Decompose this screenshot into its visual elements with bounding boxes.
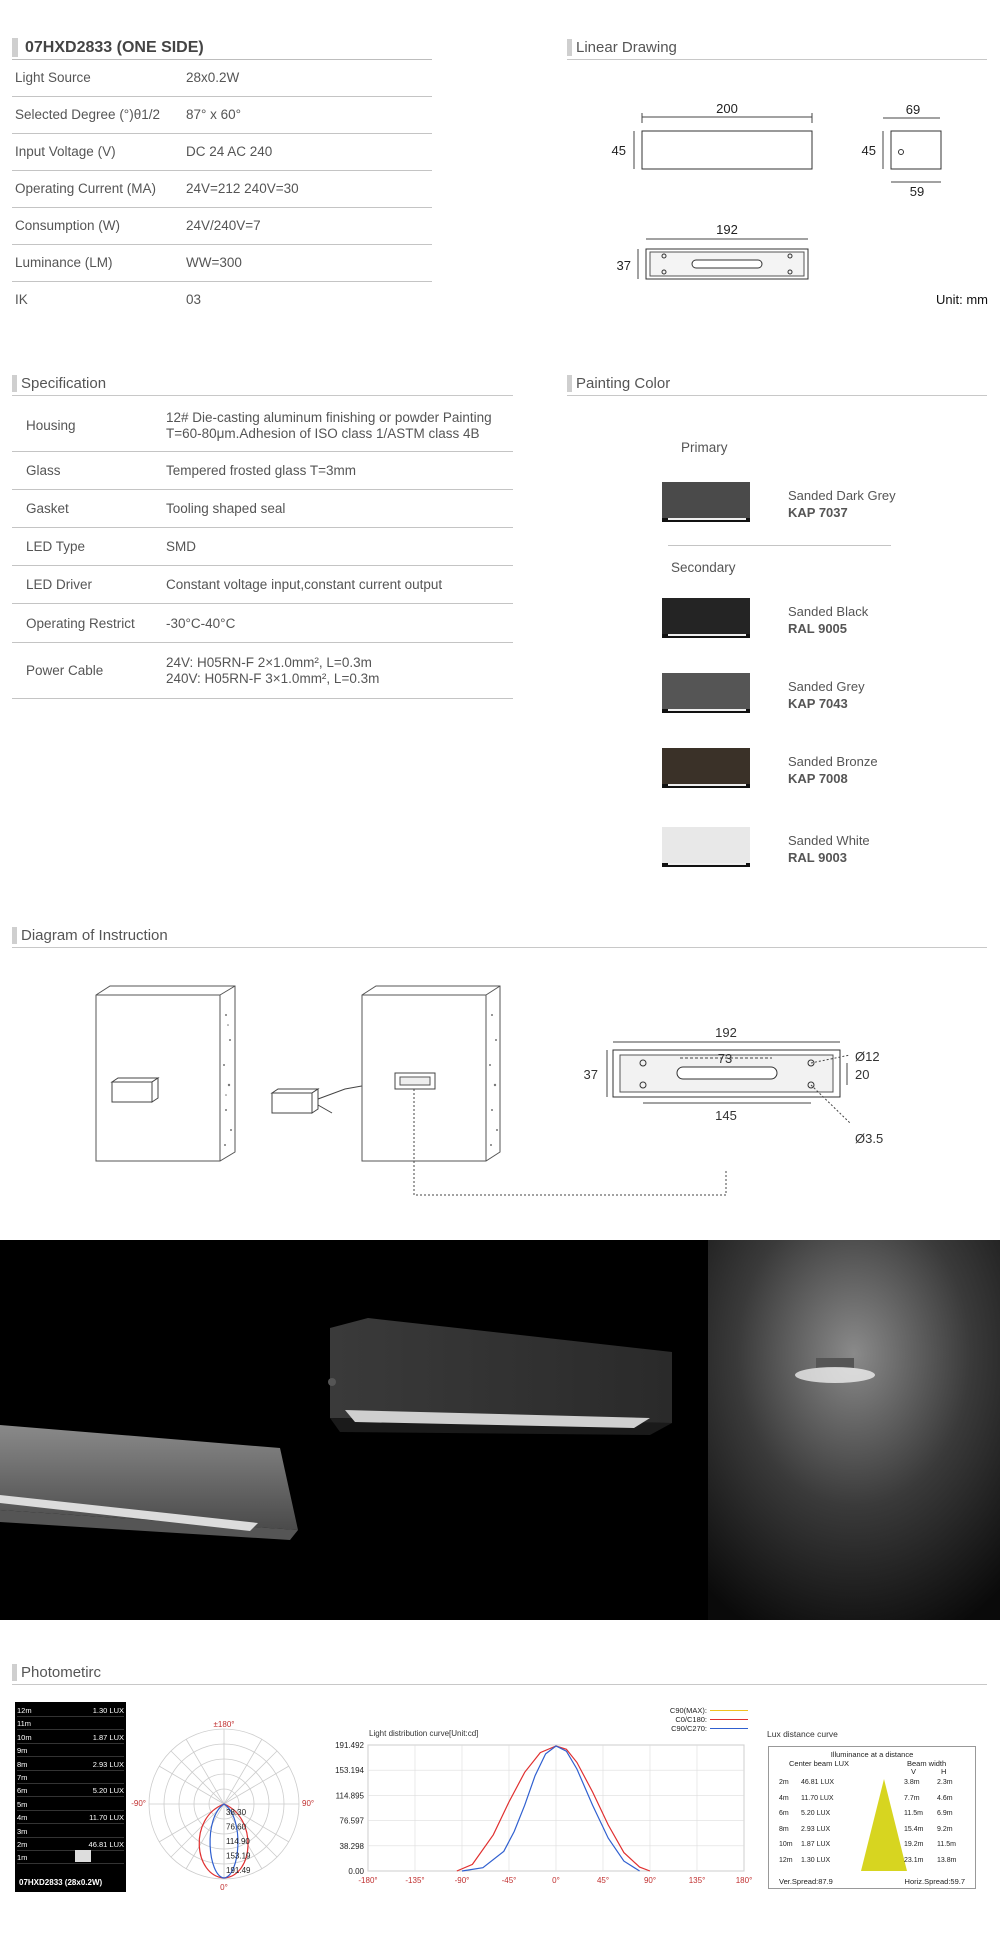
spec-value: [166, 655, 379, 687]
lux-distance: 4m: [17, 1813, 28, 1823]
polar-bottom-label: 0°: [220, 1883, 228, 1892]
lux-distance: 5m: [17, 1799, 28, 1809]
lux-distance: 1m: [17, 1853, 28, 1863]
beam-ver: Ver.Spread:87.9: [779, 1877, 833, 1886]
polar-ring-label: 114.90: [226, 1837, 250, 1846]
polar-ring-label: 76.60: [226, 1822, 247, 1832]
param-row: [12, 208, 432, 245]
swatch-code: RAL 9003: [788, 850, 848, 865]
beam-h: 13.8m: [937, 1856, 957, 1864]
beam-v: 3.8m: [904, 1779, 920, 1786]
swatch-light-strip: [668, 863, 746, 865]
swatch-label: [788, 753, 878, 787]
lux-distance: 2m: [17, 1840, 28, 1849]
swatch-fixture: [662, 827, 750, 867]
lux-distance: 8m: [17, 1759, 28, 1769]
swatch-name: Sanded White: [788, 833, 870, 848]
beam-title: Lux distance curve: [767, 1729, 838, 1739]
spec-key: Glass: [26, 463, 61, 478]
swatch-fixture: [662, 598, 750, 638]
param-value: 24V=212 240V=30: [186, 181, 299, 196]
spec-value-line1: Constant voltage input,constant current output: [166, 577, 443, 592]
spec-key: LED Driver: [26, 577, 93, 592]
beam-distance: 2m: [779, 1779, 789, 1786]
beam-h: 9.2m: [937, 1825, 953, 1833]
spec-value-line1: SMD: [166, 539, 196, 554]
lamp-glyph: [75, 1850, 91, 1862]
swatch-code: RAL 9005: [788, 621, 848, 636]
beam-distance: 6m: [779, 1810, 789, 1817]
product-title: 07HXD2833 (ONE SIDE): [25, 39, 204, 56]
lux-row: [17, 1717, 124, 1730]
legend-name: C90(MAX):: [669, 1706, 707, 1715]
beam-v: 11.5m: [904, 1810, 923, 1817]
ldc-x-tick: -135°: [405, 1876, 425, 1885]
instruction-diagram: [80, 985, 920, 1200]
spec-value-line1: Tempered frosted glass T=3mm: [166, 463, 356, 478]
ldc-chart: [335, 1736, 760, 1896]
swatch-light-strip: [668, 634, 746, 636]
swatch-light-strip: [668, 709, 746, 711]
legend-name: C90/C270:: [671, 1724, 707, 1733]
side-top-label: 69: [905, 102, 921, 117]
ldc-x-tick: -45°: [501, 1876, 517, 1885]
front-width-label: 200: [716, 101, 738, 116]
side-bottom-label: 59: [909, 184, 925, 199]
beam-v: 15.4m: [904, 1825, 924, 1833]
swatch-fixture: [662, 748, 750, 788]
polar-chart: [128, 1718, 328, 1894]
spec-value-line1: 24V: H05RN-F 2×1.0mm², L=0.3m: [166, 655, 372, 670]
spec-key: Housing: [26, 418, 76, 433]
spec-value-line1: 12# Die-casting aluminum finishing or powder Painting: [166, 410, 492, 425]
ldc-x-tick: 90°: [643, 1876, 657, 1885]
beam-hor: Horiz.Spread:59.7: [904, 1877, 965, 1886]
lux-value: 11.70 LUX: [89, 1813, 124, 1823]
param-key: Consumption (W): [15, 218, 121, 233]
swatch-name: Sanded Black: [788, 604, 869, 619]
spec-value: [166, 410, 492, 442]
ldc-y-tick: 153.194: [335, 1766, 364, 1776]
plate-height-label: 37: [583, 1067, 598, 1082]
spec-row: [12, 604, 513, 643]
beam-h: 11.5m: [937, 1841, 956, 1848]
beam-v: 7.7m: [904, 1794, 920, 1802]
polar-left-label: -90°: [131, 1799, 146, 1808]
swatch-label: [788, 678, 865, 712]
spec-key: LED Type: [26, 539, 86, 554]
beam-lux: 11.70 LUX: [801, 1794, 834, 1802]
back-height-label: 37: [616, 258, 631, 273]
swatch-label: [788, 603, 868, 637]
title-accent: [12, 38, 18, 57]
secondary-label: Secondary: [671, 560, 736, 575]
param-key: Luminance (LM): [15, 255, 113, 270]
header-accent: [567, 375, 572, 392]
primary-label: Primary: [681, 440, 728, 455]
param-value: 24V/240V=7: [186, 218, 261, 233]
beam-row: [779, 1826, 967, 1838]
beam-head2: Center beam LUX: [789, 1759, 850, 1768]
lux-distance: 9m: [17, 1746, 28, 1756]
spec-row: [12, 400, 513, 452]
lux-model-label: 07HXD2833 (28x0.2W): [19, 1878, 103, 1887]
plate-screw-label: Ø3.5: [855, 1131, 884, 1146]
beam-v: 23.1m: [904, 1856, 924, 1864]
product-photo-art: [0, 1240, 1000, 1620]
spec-value: [166, 501, 285, 517]
param-key: Light Source: [15, 70, 91, 85]
beam-h-head: H: [941, 1767, 947, 1776]
plate-width-label: 192: [715, 1025, 737, 1040]
plate-inner-label: 73: [717, 1051, 733, 1066]
swatch-light-strip: [668, 784, 746, 786]
spec-value-line1: Tooling shaped seal: [166, 501, 286, 516]
legend-swatch: [710, 1728, 748, 1729]
ldc-x-tick: 135°: [688, 1876, 706, 1885]
swatch-name: Sanded Bronze: [788, 754, 878, 769]
param-key: Selected Degree (°)θ1/2: [15, 107, 160, 122]
lux-row: [17, 1811, 124, 1824]
param-value: DC 24 AC 240: [186, 144, 273, 159]
ldc-x-tick: 45°: [596, 1876, 610, 1885]
param-value: 03: [186, 292, 202, 307]
param-row: [12, 97, 432, 134]
beam-h: 6.9m: [937, 1810, 953, 1817]
beam-head1: Illuminance at a distance: [830, 1750, 914, 1759]
swatch-code: KAP 7008: [788, 771, 848, 786]
beam-row: [779, 1857, 967, 1869]
swatch-code: KAP 7043: [788, 696, 848, 711]
instruction-header: [12, 926, 987, 948]
beam-h: 4.6m: [937, 1794, 953, 1802]
painting-header: [567, 374, 987, 396]
lux-row: [17, 1838, 124, 1851]
back-width-label: 192: [716, 222, 738, 237]
ldc-y-tick: 38.298: [339, 1841, 364, 1851]
beam-distance: 4m: [779, 1794, 789, 1802]
param-value: WW=300: [186, 255, 242, 270]
beam-distance: 12m: [779, 1856, 793, 1864]
swatch-fixture: [662, 673, 750, 713]
painting-divider: [668, 545, 891, 546]
beam-distance: 8m: [779, 1825, 789, 1833]
swatch-name: Sanded Grey: [788, 679, 865, 694]
param-row: [12, 171, 432, 208]
polar-ring-label: 38.30: [226, 1808, 247, 1817]
beam-v-head: V: [911, 1767, 917, 1776]
linear-drawing-header: [567, 38, 987, 60]
ldc-x-tick: 180°: [735, 1876, 753, 1885]
lux-row: [17, 1731, 124, 1744]
spec-key: Gasket: [26, 501, 69, 516]
lux-distance: 10m: [17, 1732, 32, 1742]
lux-row: [17, 1851, 124, 1864]
lux-row: [17, 1798, 124, 1811]
param-row: [12, 60, 432, 97]
spec-key: Operating Restrict: [26, 615, 135, 631]
spec-value: [166, 577, 442, 593]
ldc-y-tick: 114.895: [335, 1791, 364, 1801]
ldc-y-tick: 76.597: [339, 1816, 364, 1826]
spec-row: [12, 452, 513, 490]
unit-label: Unit: mm: [936, 292, 988, 307]
swatch-name: Sanded Dark Grey: [788, 488, 896, 503]
lux-row: [17, 1825, 124, 1838]
header-accent: [12, 375, 17, 392]
lux-value: 2.93 LUX: [92, 1759, 124, 1769]
header-accent: [12, 927, 17, 944]
polar-top-label: ±180°: [213, 1720, 235, 1729]
lux-row: [17, 1784, 124, 1797]
spec-value-line2: 240V: H05RN-F 3×1.0mm², L=0.3m: [166, 671, 380, 686]
spec-row: [12, 643, 513, 699]
photometric-header: [12, 1663, 987, 1685]
beam-row: [779, 1841, 967, 1853]
beam-row: [779, 1779, 967, 1791]
lux-distance: 6m: [17, 1786, 28, 1796]
spec-row: [12, 566, 513, 604]
spec-value: [166, 616, 235, 632]
instruction-title: Diagram of Instruction: [21, 927, 168, 944]
side-height-label: 45: [861, 143, 876, 158]
header-accent: [567, 39, 572, 56]
polar-ring-label: 191.49: [226, 1866, 251, 1875]
lux-row: [17, 1744, 124, 1757]
swatch-fixture: [662, 482, 750, 522]
legend-name: C0/C180:: [675, 1715, 707, 1724]
lux-distance: 7m: [17, 1773, 28, 1782]
spec-title: Specification: [21, 375, 107, 392]
lux-row: [17, 1771, 124, 1784]
spec-key: Power Cable: [26, 663, 104, 678]
swatch-label: [788, 832, 870, 866]
lux-value: 1.30 LUX: [92, 1706, 124, 1715]
plate-height2-label: 20: [855, 1067, 870, 1082]
plate-hole-label: Ø12: [855, 1049, 880, 1064]
beam-lux: 1.87 LUX: [801, 1841, 831, 1848]
swatch-label: [788, 487, 896, 521]
beam-distance: 10m: [779, 1841, 793, 1848]
spec-row: [12, 490, 513, 528]
lux-distance: 3m: [17, 1826, 28, 1836]
spec-header: [12, 374, 513, 396]
beam-table: [768, 1746, 976, 1889]
spec-value: [166, 463, 356, 479]
param-value: 28x0.2W: [186, 70, 240, 85]
beam-lux: 46.81 LUX: [801, 1779, 835, 1786]
spec-row: [12, 528, 513, 566]
legend-item: [670, 1706, 748, 1715]
legend-item: [671, 1724, 748, 1733]
lux-value: 46.81 LUX: [88, 1840, 124, 1849]
ldc-y-tick: 0.00: [348, 1867, 364, 1876]
linear-drawing-title: Linear Drawing: [576, 39, 677, 56]
header-accent: [12, 1664, 17, 1681]
beam-row: [779, 1810, 967, 1822]
spec-value: [166, 539, 196, 555]
polar-ring-label: 153.19: [226, 1851, 251, 1861]
beam-lux: 2.93 LUX: [801, 1825, 831, 1833]
lux-row: [17, 1758, 124, 1771]
spec-value-line1: -30°C-40°C: [166, 615, 236, 631]
front-height-label: 45: [611, 143, 626, 158]
beam-lux: 5.20 LUX: [801, 1810, 831, 1817]
legend-item: [675, 1715, 748, 1724]
beam-lux: 1.30 LUX: [801, 1856, 831, 1864]
product-photo: [0, 1240, 1000, 1620]
param-row: [12, 245, 432, 282]
lux-row: [17, 1704, 124, 1717]
param-key: IK: [15, 292, 28, 307]
painting-title: Painting Color: [576, 375, 671, 392]
legend-swatch: [710, 1719, 748, 1720]
swatch-light-strip: [668, 518, 746, 520]
swatch-code: KAP 7037: [788, 505, 848, 520]
beam-row: [779, 1795, 967, 1807]
ldc-x-tick: -180°: [358, 1876, 378, 1885]
param-key: Operating Current (MA): [15, 181, 157, 196]
legend-swatch: [710, 1710, 748, 1711]
lux-distance: 11m: [17, 1719, 32, 1729]
lux-value: 1.87 LUX: [92, 1732, 124, 1742]
beam-v: 19.2m: [904, 1841, 924, 1848]
lux-value: 5.20 LUX: [92, 1786, 124, 1796]
product-title-bar: [12, 38, 432, 60]
param-row: [12, 134, 432, 171]
param-value: 87° x 60°: [186, 107, 242, 122]
beam-head3: Beam width: [907, 1759, 947, 1768]
lux-panel: [15, 1702, 126, 1892]
polar-right-label: 90°: [302, 1799, 315, 1808]
beam-h: 2.3m: [937, 1779, 953, 1786]
ldc-title: Light distribution curve[Unit:cd]: [369, 1729, 479, 1738]
photometric-title: Photometirc: [21, 1664, 102, 1681]
spec-value-line2: T=60-80μm.Adhesion of ISO class 1/ASTM class 4B: [166, 426, 480, 441]
linear-drawing: [600, 95, 990, 310]
lux-distance: 12m: [17, 1706, 32, 1715]
ldc-x-tick: -90°: [454, 1876, 470, 1885]
ldc-x-tick: 0°: [552, 1876, 560, 1885]
param-key: Input Voltage (V): [15, 144, 116, 159]
plate-bottom-label: 145: [715, 1108, 737, 1123]
ldc-y-tick: 191.492: [335, 1741, 364, 1750]
param-row: [12, 282, 432, 319]
